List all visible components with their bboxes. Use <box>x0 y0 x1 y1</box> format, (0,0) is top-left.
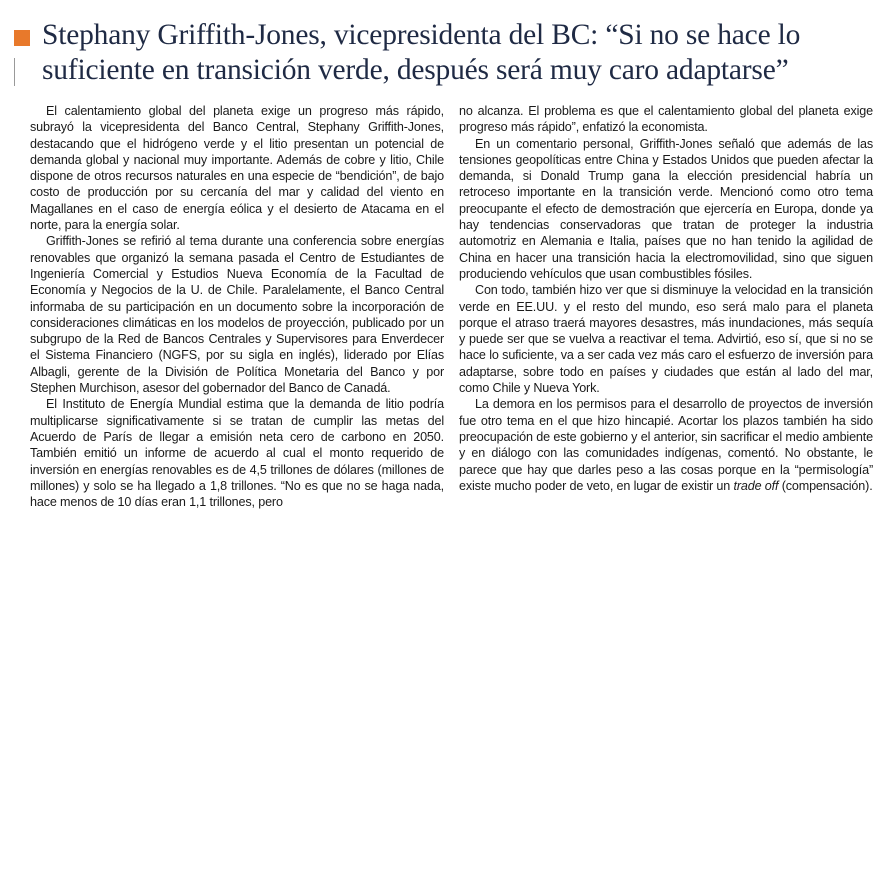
orange-square-icon <box>14 30 30 46</box>
italic-term: trade off <box>733 478 779 493</box>
headline: Stephany Griffith-Jones, vicepresidenta del BC: “Si no se hace lo suficiente en transición verde, después será muy caro adaptarse” <box>42 19 801 86</box>
right-column <box>459 103 873 494</box>
paragraph-text-end: (compensación). <box>778 478 873 493</box>
vertical-divider <box>14 58 15 86</box>
paragraph: Griffith-Jones se refirió al tema durante una conferencia sobre energías renovables que organizó la semana pasada el Centro de Estudiantes de Ingeniería Comercial y Estudios Nueva Economía de la Facultad de Economía y Negocios de la U. de Chile. Paralelamente, el Banco Central informaba de su participación en un documento sobre la incorporación de consideraciones climáticas en los modelos de proyección, publicado por un subgrupo de la Red de Bancos Centrales y Supervisores para Enverdecer el Sistema Financiero (NGFS, por su sigla en inglés), liderado por Elías Albagli, gerente de la División de Política Monetaria del Banco y por Stephen Murchison, asesor del gobernador del Banco de Canadá. <box>30 234 444 396</box>
left-column <box>30 103 444 510</box>
paragraph: En un comentario personal, Griffith-Jones señaló que además de las tensiones geopolíticas entre China y Estados Unidos que pueden afectar la demanda, si Donald Trump gana la elección presidencial habría un retroceso importante en la transición verde. Mencionó como otro tema preocupante el efecto de demostración que ejercería en Europa, donde ya hay tendencias conservadoras que tratan de proteger la industria automotriz en Alemania e Italia, países que no han tenido la agilidad de China en hacer una transición hacia la electromovilidad, sino que siguen produciendo vehículos que usan combustibles fósiles. <box>459 136 873 281</box>
paragraph: El calentamiento global del planeta exige un progreso más rápido, subrayó la vicepresidenta del Banco Central, Stephany Griffith-Jones, destacando que el hidrógeno verde y el litio presentan un potencial de demanda global y nacional muy importante. Además de cobre y litio, Chile dispone de otros recursos naturales en una especie de “bendición”, de bajo costo de producción por su cercanía del mar y calidad del viento en Magallanes en el caso de energía eólica y el desierto de Atacama en el norte, para la energía solar. <box>30 104 444 233</box>
paragraph-text: La demora en los permisos para el desarrollo de proyectos de inversión fue otro tema en el que hizo hincapié. Acortar los plazos también ha sido preocupación de este gobierno y el anterior, sin sacrificar el medio ambiente y en diálogo con las comunidades indígenas, comentó. No obstante, le parece que hay que darles peso a las cosas porque en la “permisología” existe mucho poder de veto, en lugar de existir un <box>459 397 873 493</box>
paragraph-last <box>459 396 873 494</box>
paragraph: Con todo, también hizo ver que si disminuye la velocidad en la transición verde en EE.UU. y el resto del mundo, eso será malo para el planeta porque el atraso traerá mayores desastres, más inundaciones, más sequía y puede ser que se vuelva a reactivar el tema. Advirtió, eso sí, que si no se hace lo suficiente, va a ser cada vez más caro el esfuerzo de inversión para adaptarse, sobre todo en países y ciudades que están al lado del mar, como Chile y Nueva York. <box>459 283 873 396</box>
paragraph-continuation: no alcanza. El problema es que el calentamiento global del planeta exige progreso más rápido”, enfatizó la economista. <box>459 104 873 135</box>
paragraph: El Instituto de Energía Mundial estima que la demanda de litio podría multiplicarse significativamente si se tratan de cumplir las metas del Acuerdo de París de llegar a emisión neta cero de carbono en 2050. También emitió un informe de acuerdo al cual el monto requerido de inversión en energías renovables es de 4,5 trillones de dólares (millones de millones) y solo se ha llegado a 1,8 trillones. “No es que no se haga nada, hace menos de 10 días eran 1,1 trillones, pero <box>30 397 444 510</box>
